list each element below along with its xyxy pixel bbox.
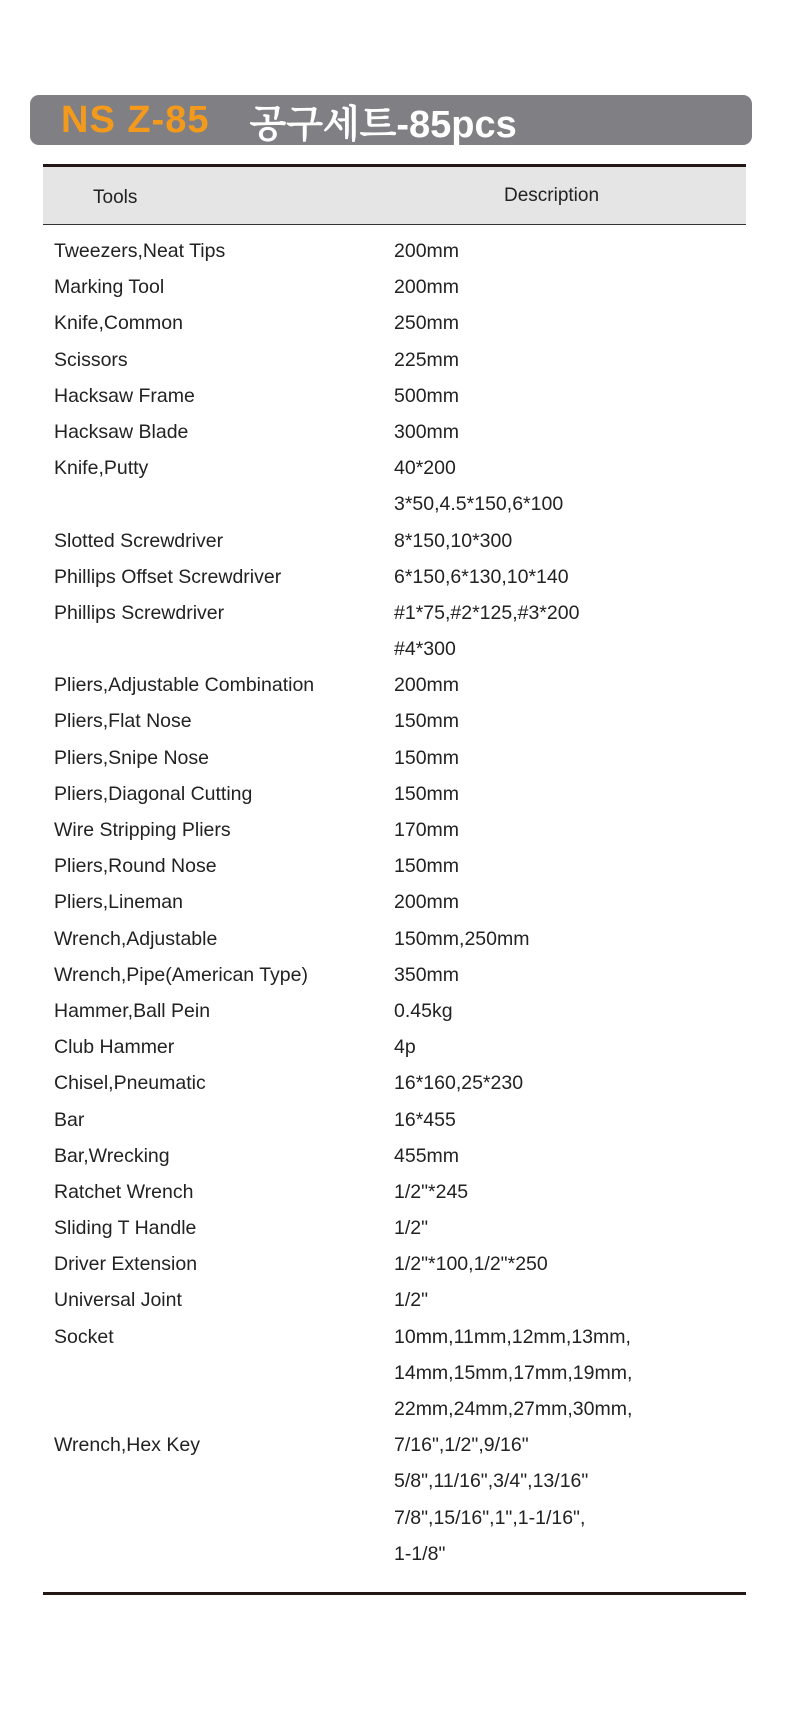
tool-name: Wrench,Pipe(American Type) xyxy=(54,963,308,986)
tool-description: 150mm xyxy=(394,855,460,878)
tool-name: Pliers,Diagonal Cutting xyxy=(54,782,253,805)
tool-description: 225mm xyxy=(394,348,460,371)
tool-description: 7/16",1/2",9/16" xyxy=(394,1434,529,1457)
tool-description: 22mm,24mm,27mm,30mm, xyxy=(394,1398,633,1420)
tool-description: 1/2" xyxy=(394,1289,429,1312)
tool-name: Pliers,Adjustable Combination xyxy=(54,674,315,697)
table-row xyxy=(0,674,798,710)
tool-description: 4p xyxy=(394,1036,416,1059)
table-row xyxy=(0,1470,798,1506)
product-code: NS Z-85 xyxy=(61,98,210,141)
tool-name: Bar xyxy=(54,1108,85,1131)
table-row xyxy=(0,855,798,891)
table-row xyxy=(0,710,798,746)
tool-name: Hacksaw Frame xyxy=(54,384,195,407)
table-row xyxy=(0,602,798,638)
table-row xyxy=(0,1036,798,1072)
table-row xyxy=(0,1507,798,1543)
tool-name: Phillips Offset Screwdriver xyxy=(54,565,282,588)
tool-description: 150mm,250mm xyxy=(394,927,530,950)
tool-description: 7/8",15/16",1",1-1/16", xyxy=(394,1506,586,1529)
title-bar xyxy=(30,95,752,145)
tool-description: 200mm xyxy=(394,240,460,262)
tool-name: Pliers,Round Nose xyxy=(54,855,217,878)
table-row xyxy=(0,1289,798,1325)
tool-name: Scissors xyxy=(54,348,128,371)
tool-description: 350mm xyxy=(394,963,460,986)
tool-description: 1/2"*245 xyxy=(394,1180,469,1203)
tool-name: Phillips Screwdriver xyxy=(54,601,225,624)
tool-name: Hacksaw Blade xyxy=(54,420,189,443)
tool-name: Tweezers,Neat Tips xyxy=(54,240,226,262)
tool-description: 150mm xyxy=(394,782,460,805)
table-row xyxy=(0,530,798,566)
table-row xyxy=(0,891,798,927)
table-row xyxy=(0,421,798,457)
table-row xyxy=(0,1543,798,1579)
tool-description: 500mm xyxy=(394,384,460,407)
table-row xyxy=(0,1253,798,1289)
tool-name: Driver Extension xyxy=(54,1253,198,1276)
table-row xyxy=(0,928,798,964)
tool-description: 16*455 xyxy=(394,1108,456,1131)
table-bottom-rule xyxy=(43,1592,746,1595)
tool-description: 6*150,6*130,10*140 xyxy=(394,565,569,588)
table-row xyxy=(0,1434,798,1470)
product-name: 공구세트-85pcs xyxy=(249,103,517,146)
tool-name: Bar,Wrecking xyxy=(54,1144,170,1167)
tool-name: Socket xyxy=(54,1325,114,1348)
tool-name: Hammer,Ball Pein xyxy=(54,999,211,1022)
tool-description: 1/2"*100,1/2"*250 xyxy=(394,1253,548,1276)
table-row xyxy=(0,1072,798,1108)
tool-name: Pliers,Lineman xyxy=(54,891,183,914)
table-row xyxy=(0,349,798,385)
tool-description: 300mm xyxy=(394,420,460,443)
tool-description: 170mm xyxy=(394,819,460,841)
column-header-description: Description xyxy=(504,185,600,206)
table-row xyxy=(0,1326,798,1362)
tool-name: Universal Joint xyxy=(54,1289,182,1312)
tool-name: Pliers,Flat Nose xyxy=(54,710,192,733)
table-row xyxy=(0,1000,798,1036)
tool-description: 5/8",11/16",3/4",13/16" xyxy=(394,1470,589,1493)
table-row xyxy=(0,1362,798,1398)
table-row xyxy=(0,1398,798,1434)
tool-name: Chisel,Pneumatic xyxy=(54,1072,206,1095)
tool-description: #4*300 xyxy=(394,638,456,661)
table-row xyxy=(0,276,798,312)
table-header xyxy=(43,167,746,225)
table-row xyxy=(0,566,798,602)
tool-name: Knife,Common xyxy=(54,312,183,335)
tool-description: 455mm xyxy=(394,1144,460,1167)
tool-description: #1*75,#2*125,#3*200 xyxy=(394,601,580,624)
tool-description: 8*150,10*300 xyxy=(394,529,513,552)
tool-name: Marking Tool xyxy=(54,276,165,299)
tool-name: Wrench,Hex Key xyxy=(54,1434,200,1457)
table-row xyxy=(0,638,798,674)
tool-description: 10mm,11mm,12mm,13mm, xyxy=(394,1325,631,1348)
table-row xyxy=(0,493,798,529)
tool-name: Wire Stripping Pliers xyxy=(54,819,231,841)
table-row xyxy=(0,747,798,783)
table-row xyxy=(0,783,798,819)
tool-description: 1-1/8" xyxy=(394,1542,446,1565)
table-row xyxy=(0,385,798,421)
tool-description: 3*50,4.5*150,6*100 xyxy=(394,493,564,516)
table-row xyxy=(0,1217,798,1253)
tool-name: Club Hammer xyxy=(54,1036,175,1059)
tool-description: 200mm xyxy=(394,276,460,299)
tool-name: Wrench,Adjustable xyxy=(54,927,218,950)
tool-description: 150mm xyxy=(394,746,460,769)
table-body xyxy=(0,240,798,1579)
table-row xyxy=(0,240,798,276)
tool-description: 1/2" xyxy=(394,1217,429,1240)
table-row xyxy=(0,964,798,1000)
table-row xyxy=(0,819,798,855)
column-header-tools: Tools xyxy=(93,187,138,208)
table-row xyxy=(0,457,798,493)
table-row xyxy=(0,1181,798,1217)
table-row xyxy=(0,1109,798,1145)
tool-description: 200mm xyxy=(394,891,460,914)
table-row xyxy=(0,1145,798,1181)
tool-description: 0.45kg xyxy=(394,999,453,1022)
tool-name: Pliers,Snipe Nose xyxy=(54,746,209,769)
tool-name: Sliding T Handle xyxy=(54,1217,197,1240)
tool-name: Knife,Putty xyxy=(54,457,149,480)
tool-name: Slotted Screwdriver xyxy=(54,529,224,552)
tool-description: 16*160,25*230 xyxy=(394,1072,524,1095)
tool-description: 14mm,15mm,17mm,19mm, xyxy=(394,1361,633,1384)
tool-description: 150mm xyxy=(394,710,460,733)
tool-name: Ratchet Wrench xyxy=(54,1180,194,1203)
table-row xyxy=(0,312,798,348)
tool-description: 200mm xyxy=(394,674,460,697)
tool-description: 250mm xyxy=(394,312,460,335)
tool-description: 40*200 xyxy=(394,457,456,480)
